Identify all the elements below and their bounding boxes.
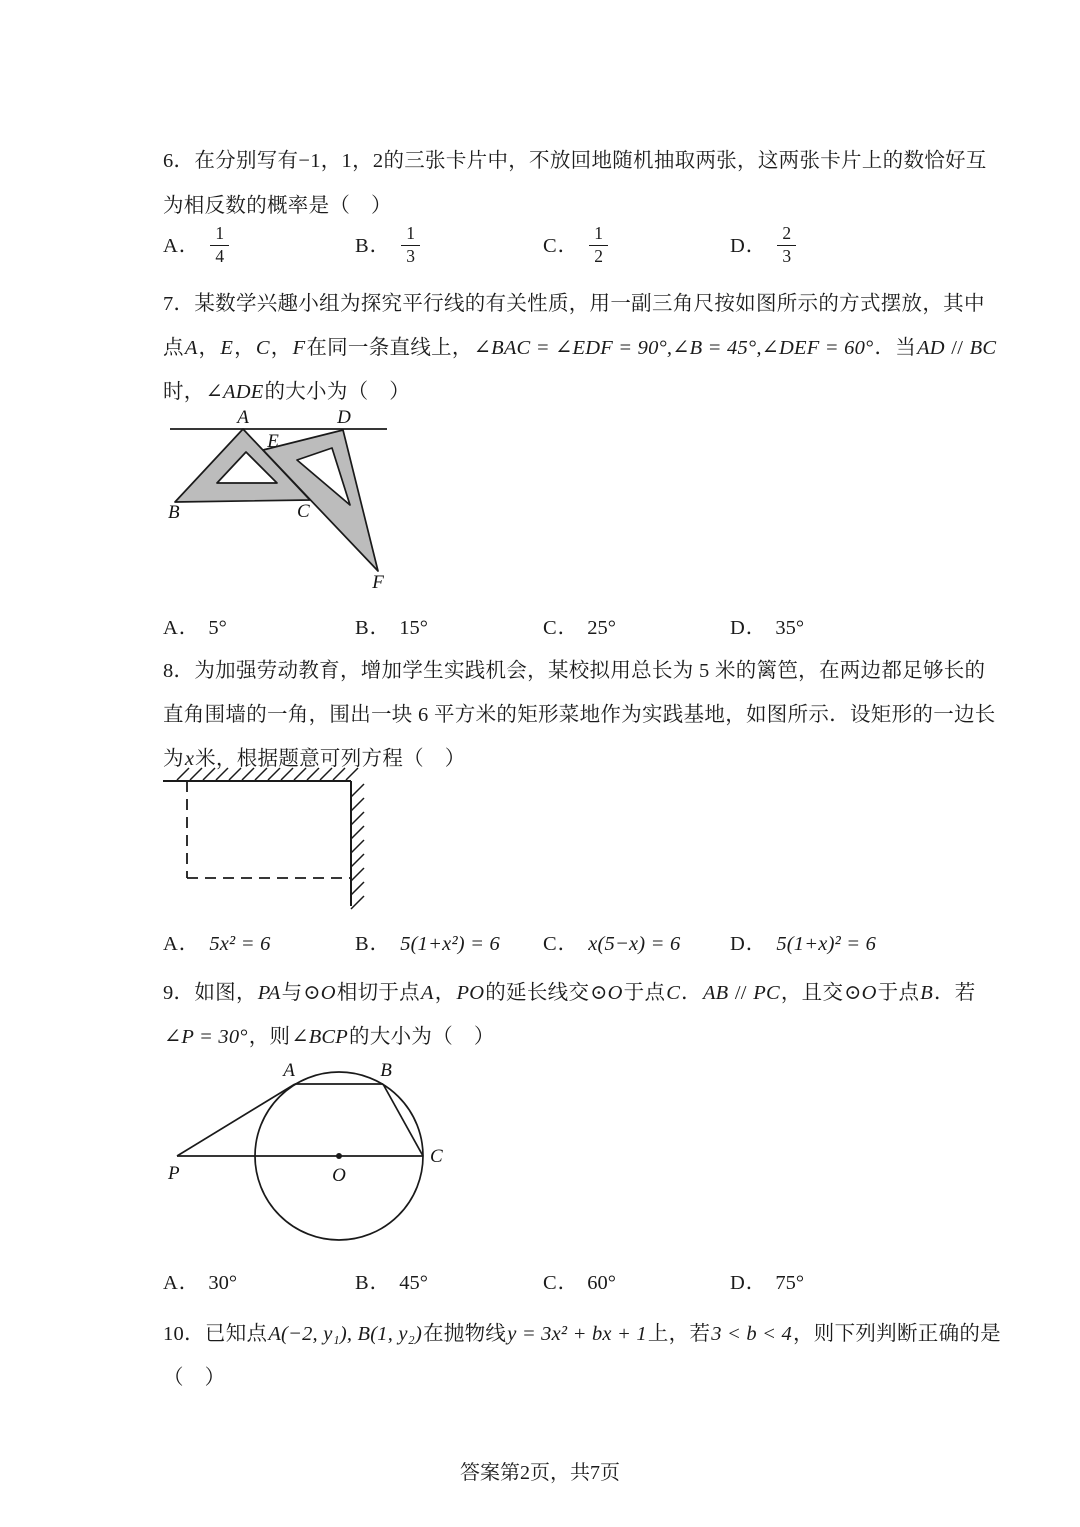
option-d: D． 75° — [730, 1272, 805, 1294]
label-o: O — [332, 1165, 346, 1186]
option-c: C． x(5−x) = 6 — [543, 933, 681, 955]
fraction-value: $\frac{1}{4}$ — [210, 224, 229, 266]
option-c — [543, 222, 608, 270]
label-p: P — [168, 1163, 180, 1184]
wall-hatching-top — [177, 768, 358, 780]
question-6-line-1: 6．在分别写有−1，1，2的三张卡片中，不放回地随机抽取两张，这两张卡片上的数恰好互 — [163, 150, 987, 172]
label-c: C — [297, 501, 310, 522]
question-8-line-3: 为x米，根据题意可列方程（ ） — [163, 748, 466, 770]
fraction-value: $\frac{1}{3}$ — [401, 224, 420, 266]
question-8-line-2: 直角围墙的一角，围出一块 6 平方米的矩形菜地作为实践基地，如图所示．设矩形的一边长 — [163, 704, 996, 726]
question-8-line-1: 8．为加强劳动教育，增加学生实践机会，某校拟用总长为 5 米的篱笆，在两边都足够长的 — [163, 660, 986, 682]
question-9-options — [163, 1265, 963, 1299]
option-b: B． 45° — [355, 1272, 428, 1294]
question-7-line-1: 7．某数学兴趣小组为探究平行线的有关性质，用一副三角尺按如图所示的方式摆放，其中 — [163, 293, 985, 315]
option-a: A． 5° — [163, 617, 227, 639]
question-9-line-2: ∠P = 30°，则∠BCP的大小为（ ） — [164, 1026, 495, 1048]
option-d-label: D． — [730, 235, 768, 257]
option-c: C． 60° — [543, 1272, 616, 1294]
segment-bc — [383, 1084, 423, 1156]
label-b: B — [380, 1060, 392, 1081]
label-d: D — [337, 407, 351, 428]
option-a: A． 5x² = 6 — [163, 933, 271, 955]
question-8-options — [163, 926, 963, 960]
question-9-line-1: 9．如图，PA与⊙O相切于点A，PO的延长线交⊙O于点C．AB // PC，且交⊙O于点B．若 — [163, 982, 976, 1004]
label-a: A — [237, 407, 249, 428]
question-10-line-2: （ ） — [163, 1367, 226, 1389]
fence-corner-figure — [155, 766, 385, 916]
tangent-line-pa — [177, 1084, 295, 1156]
label-b: B — [168, 502, 180, 523]
option-a — [163, 222, 229, 270]
label-f: F — [372, 572, 384, 593]
triangle-rulers-figure — [160, 402, 410, 597]
question-7-line-2: 点A，E，C，F在同一条直线上，∠BAC = ∠EDF = 90°,∠B = 45°,∠DEF = 60°．当AD // BC — [163, 337, 997, 359]
question-6-options — [163, 222, 963, 274]
question-10-line-1: 10．已知点A(−2, y₁), B(1, y₂)在抛物线y = 3x² + bx + 1上，若3 < b < 4，则下列判断正确的是 — [163, 1323, 1001, 1345]
option-a: A． 30° — [163, 1272, 238, 1294]
option-c-label: C． — [543, 235, 580, 257]
option-b: B． 15° — [355, 617, 428, 639]
circle-tangent-figure — [158, 1053, 508, 1258]
option-d: D． 5(1+x)² = 6 — [730, 933, 877, 955]
question-7-options — [163, 610, 963, 644]
page-footer: 答案第2页，共7页 — [460, 1462, 620, 1484]
label-e: E — [267, 431, 279, 452]
question-6-line-2: 为相反数的概率是（ ） — [163, 195, 392, 217]
option-c: C． 25° — [543, 617, 616, 639]
option-b-label: B． — [355, 235, 392, 257]
question-7-line-3: 时，∠ADE的大小为（ ） — [163, 381, 411, 403]
center-dot — [336, 1153, 342, 1159]
option-b — [355, 222, 420, 270]
option-d — [730, 222, 796, 270]
wall-hatching-right — [351, 784, 364, 909]
option-d: D． 35° — [730, 617, 805, 639]
option-b: B． 5(1+x²) = 6 — [355, 933, 500, 955]
fraction-value: $\frac{2}{3}$ — [777, 224, 796, 266]
option-a-label: A． — [163, 235, 201, 257]
fraction-value: $\frac{1}{2}$ — [589, 224, 608, 266]
label-a: A — [283, 1060, 295, 1081]
label-c: C — [430, 1146, 443, 1167]
